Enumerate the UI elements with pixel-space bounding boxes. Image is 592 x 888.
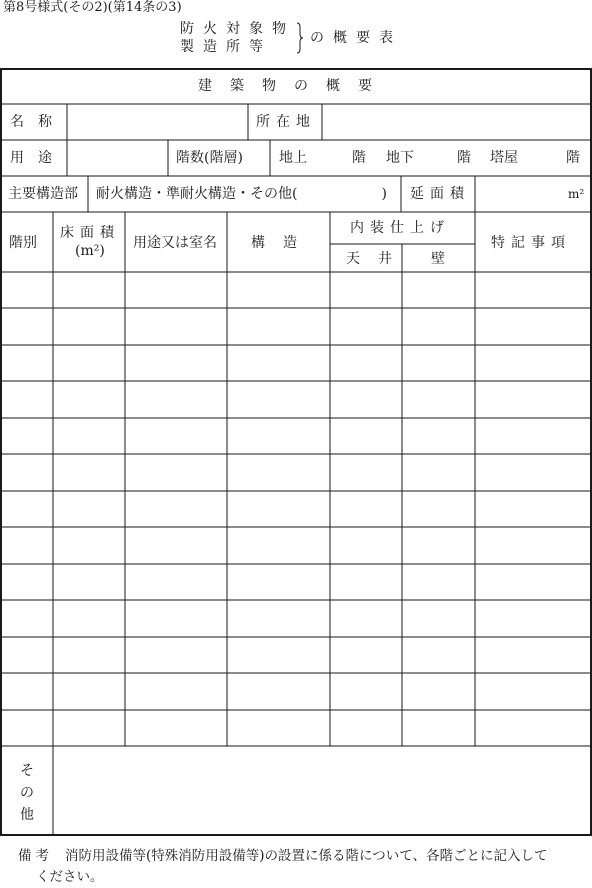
floor-unit-3: 階 (566, 150, 580, 166)
column-structure: 構造 (251, 235, 315, 251)
brace-icon (296, 22, 304, 54)
name-field[interactable] (68, 105, 247, 139)
total-area-field[interactable] (476, 177, 566, 211)
remarks-note (18, 846, 588, 888)
note-text-line-1: 消防用設備等(特殊消防用設備等)の設置に係る階について、各階ごとに記入して (65, 848, 548, 864)
main-structure-label: 主要構造部 (8, 186, 78, 202)
title-suffix: の概要表 (310, 30, 402, 46)
other-field[interactable] (54, 747, 590, 833)
location-label: 所在地 (256, 114, 316, 130)
column-interior-finish: 内装仕上げ (350, 220, 450, 236)
main-structure-options: 耐火構造・準耐火構造・その他( ) (96, 186, 387, 202)
title-line-2: 製造所等 (180, 39, 272, 55)
column-wall: 壁 (431, 251, 445, 267)
other-label-char-1: そ (20, 763, 34, 779)
title-lines (180, 20, 295, 56)
floors-label: 階数(階層) (176, 150, 243, 166)
floor-unit-1: 階 (352, 150, 366, 166)
use-label: 用 途 (10, 150, 52, 166)
total-area-label: 延面積 (410, 186, 470, 202)
overview-table (0, 68, 592, 836)
form-number: 第8号様式(その2)(第14条の3) (3, 0, 182, 15)
title-line-1: 防火対象物 (180, 21, 295, 37)
column-use-or-room: 用途又は室名 (133, 235, 217, 251)
other-label-char-3: 他 (20, 807, 34, 823)
column-floor-area-unit: (m²) (75, 243, 105, 259)
below-ground-label: 地下 (386, 150, 414, 166)
column-floor: 階別 (9, 235, 37, 251)
column-remarks: 特記事項 (491, 235, 571, 251)
other-label-char-2: の (20, 785, 34, 801)
floor-unit-2: 階 (457, 150, 471, 166)
location-field[interactable] (323, 105, 590, 139)
above-ground-label: 地上 (279, 150, 307, 166)
note-text-line-2: ください。 (36, 869, 104, 885)
other-label (20, 760, 34, 826)
name-label: 名 称 (10, 114, 52, 130)
form-title (180, 20, 420, 58)
area-unit: m² (568, 187, 585, 201)
penthouse-label: 塔屋 (490, 150, 518, 166)
section-title: 建築物の概要 (198, 78, 390, 94)
column-floor-area: 床面積 (60, 225, 120, 241)
note-label: 備考 (18, 848, 53, 864)
column-ceiling: 天井 (346, 251, 410, 267)
use-field[interactable] (68, 141, 167, 175)
